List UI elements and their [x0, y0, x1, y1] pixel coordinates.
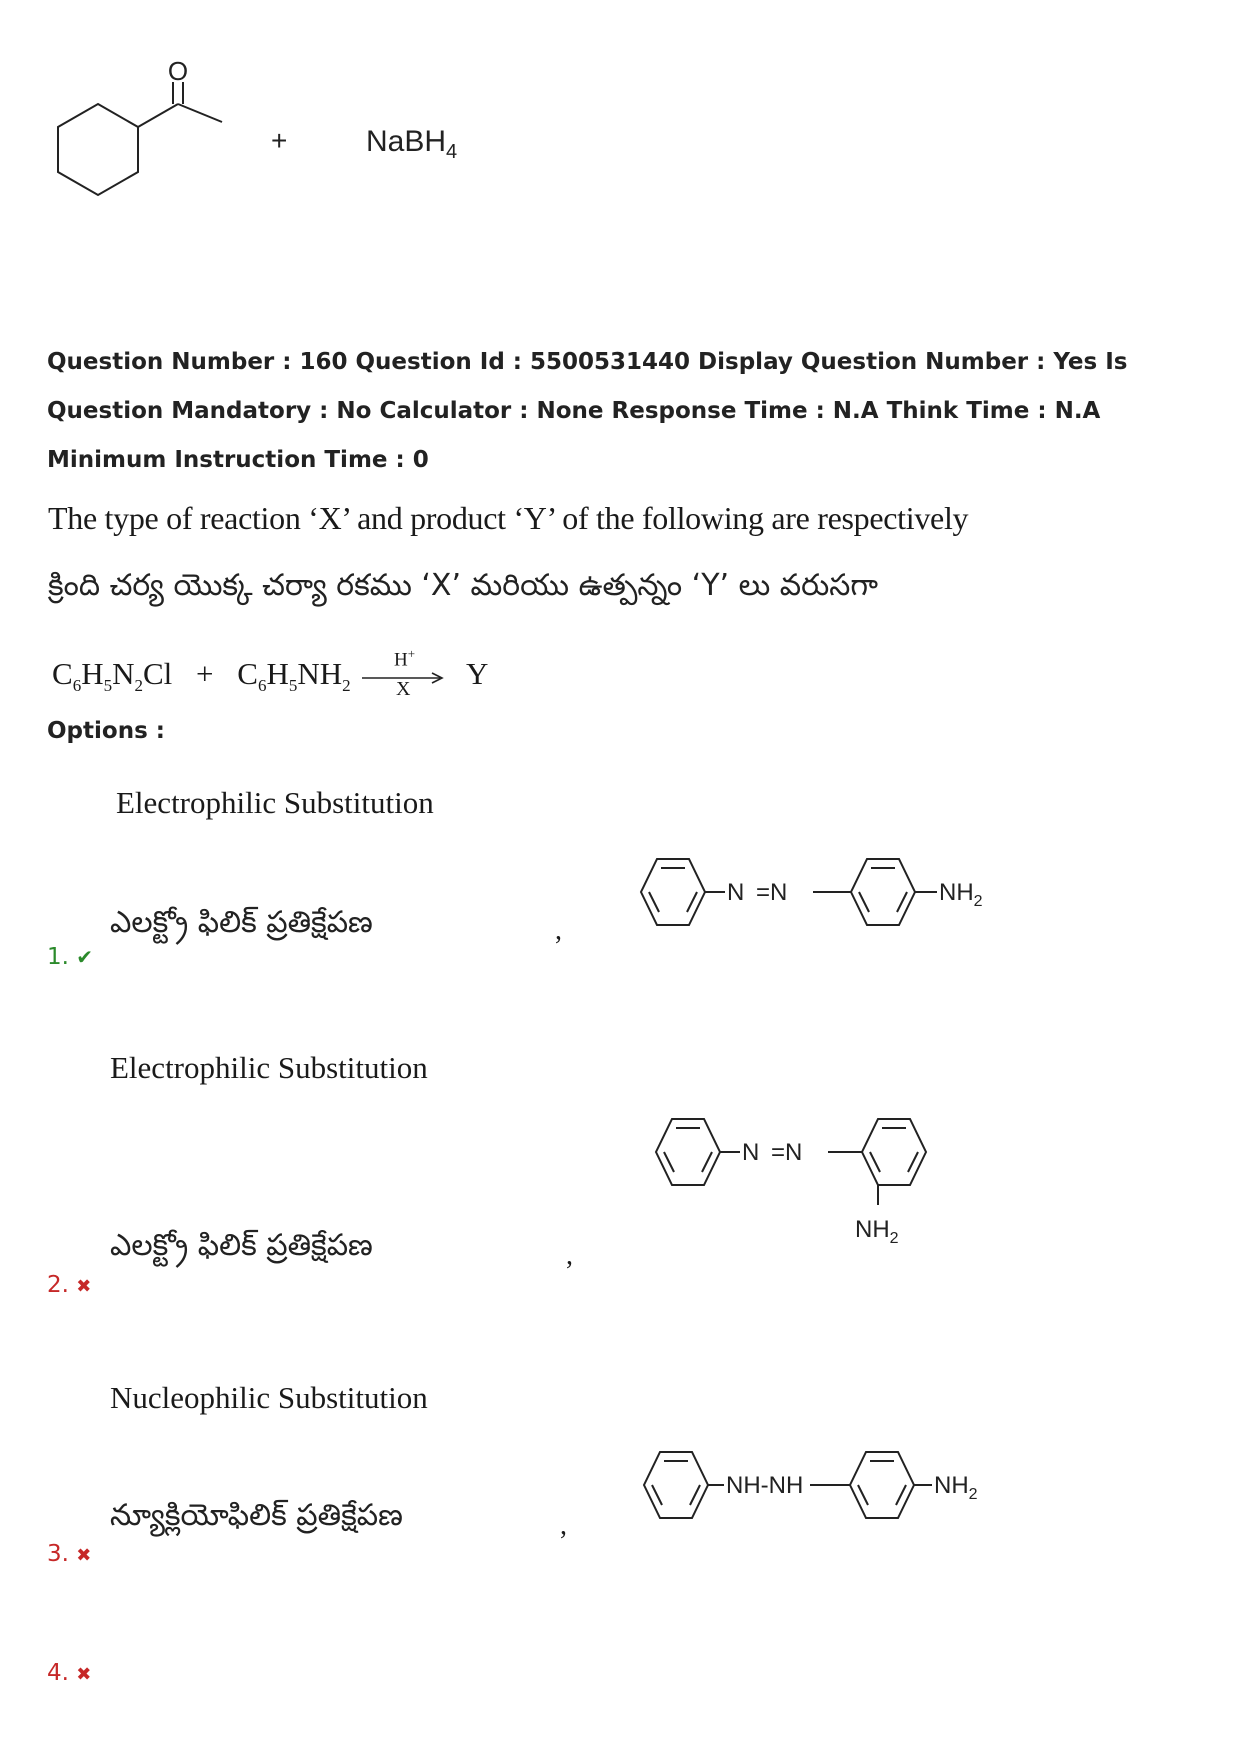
hydrazo-link: NH-NH [726, 1472, 804, 1499]
option-2-title-english: Electrophilic Substitution [110, 1050, 428, 1085]
option-3-title-english: Nucleophilic Substitution [110, 1380, 428, 1415]
cyclohexyl-methyl-ketone-structure [0, 0, 500, 200]
azo-n-right: =N [771, 1139, 803, 1166]
question-metadata: Question Number : 160 Question Id : 5500531440 Display Question Number : Yes Is Question Mandatory : No Calculator : None Response Time : N.A Think Time : N.A Minimum Instruction Time : 0 [47, 349, 1128, 473]
arrow-condition-bottom: X [396, 678, 411, 700]
option-1-title-telugu: ఎలక్ట్రో ఫిలిక్ ప్రతిక్షేపణ [110, 905, 373, 940]
arrow-condition-top: H+ [394, 646, 416, 671]
reagent-label [366, 125, 457, 164]
reaction-plus: + [271, 125, 288, 156]
option-1-number: 1. ✔ [47, 944, 94, 970]
amino-group: $NH_2$ [934, 1472, 978, 1503]
option-2-comma: , [566, 1240, 573, 1271]
reagent-subscript: 4 [446, 141, 458, 163]
equation-product: Y [466, 656, 489, 691]
reagent-formula: NaBH [366, 125, 447, 158]
azo-n-left: N [742, 1139, 760, 1166]
option-3-comma: , [560, 1510, 567, 1541]
reactant-aniline: $C_6H_5NH_2$ [237, 656, 351, 696]
option-1-comma: , [555, 915, 562, 946]
option-2-number: 2. ✖ [47, 1272, 92, 1298]
equation-plus: + [196, 656, 214, 691]
amino-group: $NH_2$ [939, 879, 983, 910]
reaction-arrow [360, 646, 450, 706]
option-1-azo-para-structure [625, 855, 1025, 955]
incorrect-cross-icon: ✖ [76, 1545, 92, 1566]
incorrect-cross-icon: ✖ [76, 1276, 92, 1297]
correct-check-icon: ✔ [76, 945, 94, 969]
reactant-benzenediazonium-chloride: $C_6H_5N_2Cl$ [52, 656, 173, 696]
incorrect-cross-icon: ✖ [76, 1664, 92, 1685]
azo-n-right: =N [756, 879, 788, 906]
amino-group: $NH_2$ [855, 1216, 899, 1247]
azo-n-left: N [727, 879, 745, 906]
option-2-azo-ortho-structure [640, 1115, 980, 1275]
question-text-english: The type of reaction ‘X’ and product ‘Y’ of the following are respectively [48, 500, 969, 536]
oxygen-label: O [167, 56, 189, 86]
option-1-title-english: Electrophilic Substitution [116, 785, 434, 820]
reaction-equation [52, 656, 351, 696]
option-3-number: 3. ✖ [47, 1541, 92, 1567]
option-4-number: 4. ✖ [47, 1660, 92, 1686]
option-2-title-telugu: ఎలక్ట్రో ఫిలిక్ ప్రతిక్షేపణ [110, 1228, 373, 1263]
question-text-telugu: క్రింది చర్య యొక్క చర్యా రకము ‘X’ మరియు ఉత్పన్నం ‘Y’ లు వరుసగా [48, 568, 878, 603]
option-3-title-telugu: న్యూక్లియోఫిలిక్ ప్రతిక్షేపణ [110, 1498, 403, 1533]
option-3-hydrazo-structure [628, 1448, 1008, 1538]
options-label: Options : [47, 718, 165, 744]
